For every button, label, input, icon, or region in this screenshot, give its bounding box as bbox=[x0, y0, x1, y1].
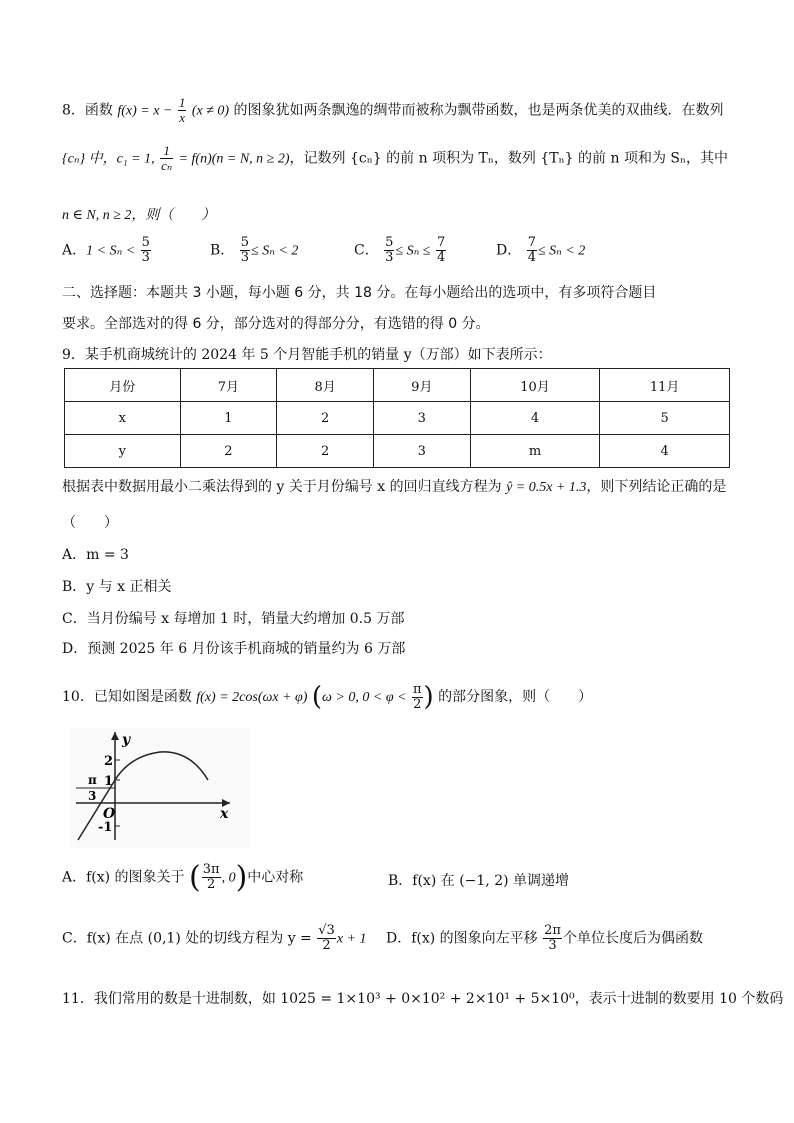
y-tick-label: 2 bbox=[104, 754, 114, 769]
q8-fraction: $\frac{1}{x}$ bbox=[178, 95, 186, 125]
table-cell: 3 bbox=[373, 402, 470, 435]
q9-option-d: D．预测 2025 年 6 月份该手机商城的销量约为 6 万部 bbox=[62, 641, 406, 657]
table-cell: 9月 bbox=[373, 369, 470, 402]
q8-option-d: D． $\frac{7}{4}$ ≤ Sₙ < 2 bbox=[496, 235, 586, 265]
q10-function-graph bbox=[70, 728, 250, 848]
origin-label: O bbox=[103, 806, 116, 822]
table-cell: 4 bbox=[470, 402, 600, 435]
table-cell: 2 bbox=[180, 435, 277, 468]
q10-option-c: C．f(x) 在点 (0,1) 处的切线方程为 y = $\frac{√3}{2}$ x + 1 bbox=[62, 923, 367, 953]
q8-line2-fraction: $\frac{1}{\text{cₙ}}$ bbox=[161, 143, 173, 173]
y-tick-label: 1 bbox=[104, 774, 114, 789]
q9-stem: 9．某手机商城统计的 2024 年 5 个月智能手机的销量 y（万部）如下表所示： bbox=[62, 347, 552, 363]
q9-regression-equation: ŷ = 0.5x + 1.3 bbox=[506, 480, 587, 495]
q8-option-b: B． $\frac{5}{3}$ ≤ Sₙ < 2 bbox=[210, 235, 299, 265]
table-cell: 11月 bbox=[600, 369, 730, 402]
table-cell: 4 bbox=[600, 435, 730, 468]
table-row bbox=[65, 402, 730, 435]
pi-label: π bbox=[88, 773, 97, 787]
q8-prefix: 8．函数 bbox=[62, 102, 113, 119]
q8-line3: n ∈ N, n ≥ 2，则（ ） bbox=[62, 208, 216, 223]
q9-data-table bbox=[64, 368, 730, 468]
table-cell: 7月 bbox=[180, 369, 277, 402]
section2-line1: 二、选择题：本题共 3 小题，每小题 6 分，共 18 分。在每小题给出的选项中，有多项符合题目 bbox=[62, 285, 657, 301]
table-cell: 2 bbox=[277, 435, 374, 468]
table-row bbox=[65, 369, 730, 402]
q8-line2: {cₙ} 中，c₁ = 1, $\frac{1}{\text{cₙ}}$ = f(n)(n = N, n ≥ 2)，记数列 {cₙ} 的前 n 项积为 Tₙ，数列 {Tₙ} 的前 n 项和为 Sₙ，其中 bbox=[62, 143, 729, 173]
q8-option-a: A．1 < Sₙ < $\frac{5}{3}$ bbox=[62, 235, 150, 265]
q10-option-d: D．f(x) 的图象向左平移 $\frac{2\pi}{3}$ 个单位长度后为偶函数 bbox=[386, 923, 703, 953]
q10-right-paren: ) bbox=[423, 682, 434, 712]
table-cell: 3 bbox=[373, 435, 470, 468]
table-cell: x bbox=[65, 402, 181, 435]
table-cell: 月份 bbox=[65, 369, 181, 402]
y-axis-label: y bbox=[122, 732, 131, 748]
q8-condition: (x ≠ 0) bbox=[191, 103, 230, 119]
q10-stem: 10．已知如图是函数 f(x) = 2cos(ωx + φ) (ω > 0, 0 < φ < $\frac{\pi}{2}$ ) 的部分图象，则（ ） bbox=[62, 681, 593, 712]
q8-line1 bbox=[62, 96, 724, 125]
table-cell: m bbox=[470, 435, 600, 468]
table-cell: 10月 bbox=[470, 369, 600, 402]
q9-option-a: A．m = 3 bbox=[62, 547, 129, 563]
section2-line2: 要求。全部选对的得 6 分，部分选对的得部分分，有选错的得 0 分。 bbox=[62, 316, 490, 332]
table-cell: 5 bbox=[600, 402, 730, 435]
q8-option-c: C． $\frac{5}{3}$ ≤ Sₙ ≤ $\frac{7}{4}$ bbox=[354, 235, 446, 265]
q9-after-table: 根据表中数据用最小二乘法得到的 y 关于月份编号 x 的回归直线方程为 ŷ = 0.5x + 1.3，则下列结论正确的是 bbox=[62, 479, 727, 495]
q9-paren: （ ） bbox=[62, 515, 118, 531]
q10-option-a: A．f(x) 的图象关于 ( $\frac{3\pi}{2}$ , 0)中心对称 bbox=[62, 860, 304, 895]
y-tick-label: -1 bbox=[98, 820, 113, 835]
table-cell: 2 bbox=[277, 402, 374, 435]
q10-function: f(x) = 2cos(ωx + φ) bbox=[196, 690, 308, 705]
table-row bbox=[65, 435, 730, 468]
q11-stem: 11．我们常用的数是十进制数，如 1025 = 1×10³ + 0×10² + 2×10¹ + 5×10⁰，表示十进制的数要用 10 个数码 bbox=[62, 991, 784, 1007]
q9-option-c: C．当月份编号 x 每增加 1 时，销量大约增加 0.5 万部 bbox=[62, 611, 405, 627]
q8-text: 的图象犹如两条飘逸的绸带而被称为飘带函数，也是两条优美的双曲线．在数列 bbox=[233, 102, 724, 119]
x-axis-label: x bbox=[220, 806, 229, 822]
table-cell: 8月 bbox=[277, 369, 374, 402]
pi-denominator: 3 bbox=[88, 789, 97, 803]
q10-option-b: B．f(x) 在 (−1, 2) 单调递增 bbox=[388, 873, 570, 889]
table-cell: y bbox=[65, 435, 181, 468]
table-cell: 1 bbox=[180, 402, 277, 435]
q8-function: f(x) = x − bbox=[117, 103, 173, 119]
q9-option-b: B．y 与 x 正相关 bbox=[62, 579, 172, 595]
q10-left-paren: ( bbox=[311, 682, 323, 712]
